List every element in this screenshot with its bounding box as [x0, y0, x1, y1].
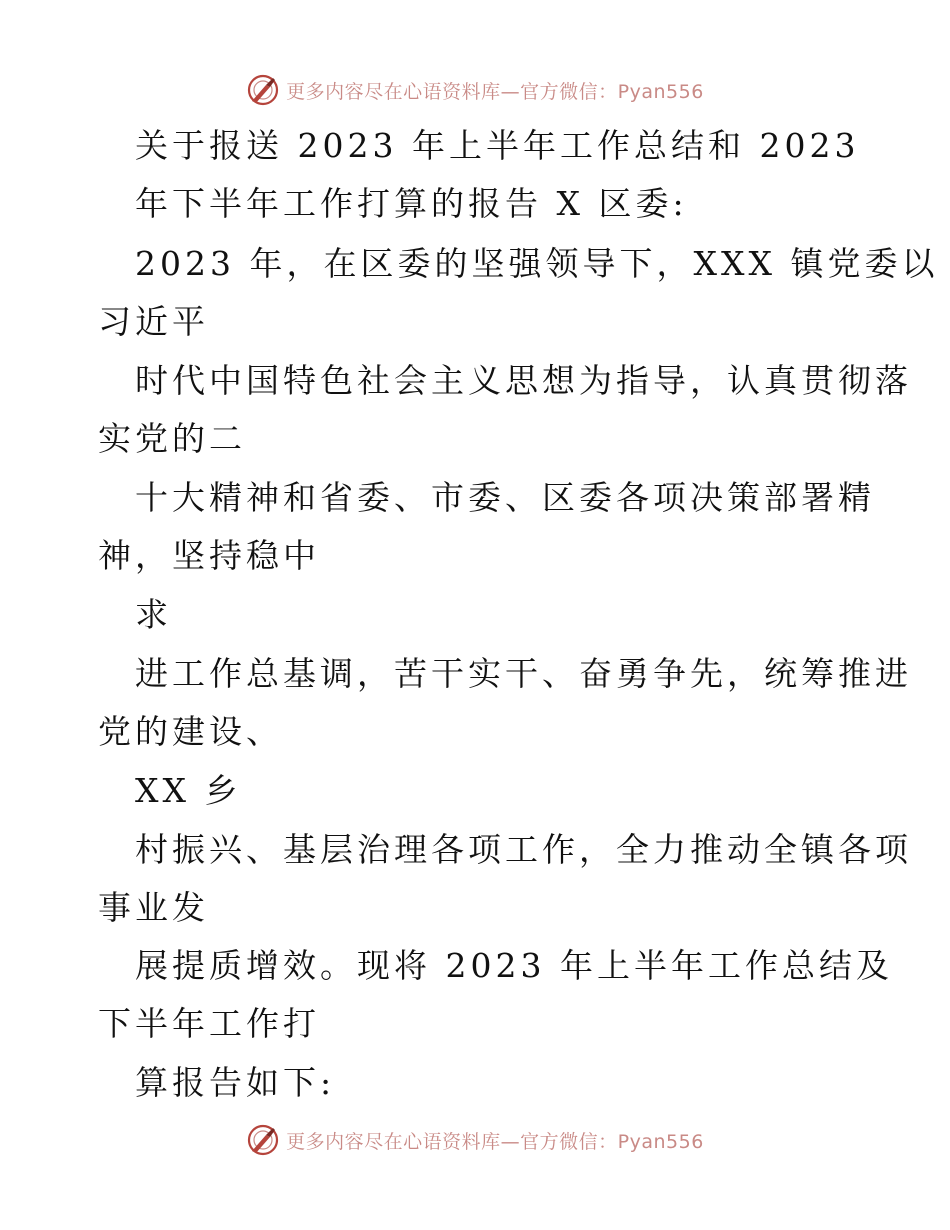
text-line: 时代中国特色社会主义思想为指导，认真贯彻落 — [135, 361, 912, 400]
text-line: 神，坚持稳中 — [98, 536, 320, 575]
pen-in-circle-icon — [246, 1123, 280, 1157]
text-line: 算报告如下: — [135, 1063, 336, 1102]
text-line: 关于报送 2023 年上半年工作总结和 2023 — [135, 126, 860, 165]
text-line: 村振兴、基层治理各项工作，全力推动全镇各项 — [135, 830, 912, 869]
watermark-text: 更多内容尽在心语资料库—官方微信：Pyan556 — [286, 1130, 704, 1153]
text-line: 2023 年，在区委的坚强领导下，XXX 镇党委以 — [135, 244, 939, 283]
text-line: 事业发 — [98, 888, 209, 927]
text-line: 年下半年工作打算的报告 X 区委: — [135, 184, 688, 223]
text-line: 党的建设、 — [98, 712, 283, 751]
text-line: 十大精神和省委、市委、区委各项决策部署精 — [135, 478, 875, 517]
watermark-footer — [0, 1120, 950, 1160]
text-line: 下半年工作打 — [98, 1004, 320, 1043]
text-line: 求 — [135, 595, 172, 634]
text-line: 进工作总基调，苦干实干、奋勇争先，统筹推进 — [135, 654, 912, 693]
text-line: XX 乡 — [135, 771, 242, 810]
text-line: 习近平 — [98, 302, 209, 341]
watermark-text: 更多内容尽在心语资料库—官方微信：Pyan556 — [286, 80, 704, 103]
text-line: 展提质增效。现将 2023 年上半年工作总结及 — [135, 946, 893, 985]
watermark-header — [0, 70, 950, 110]
text-line: 实党的二 — [98, 419, 246, 458]
pen-in-circle-icon — [246, 73, 280, 107]
